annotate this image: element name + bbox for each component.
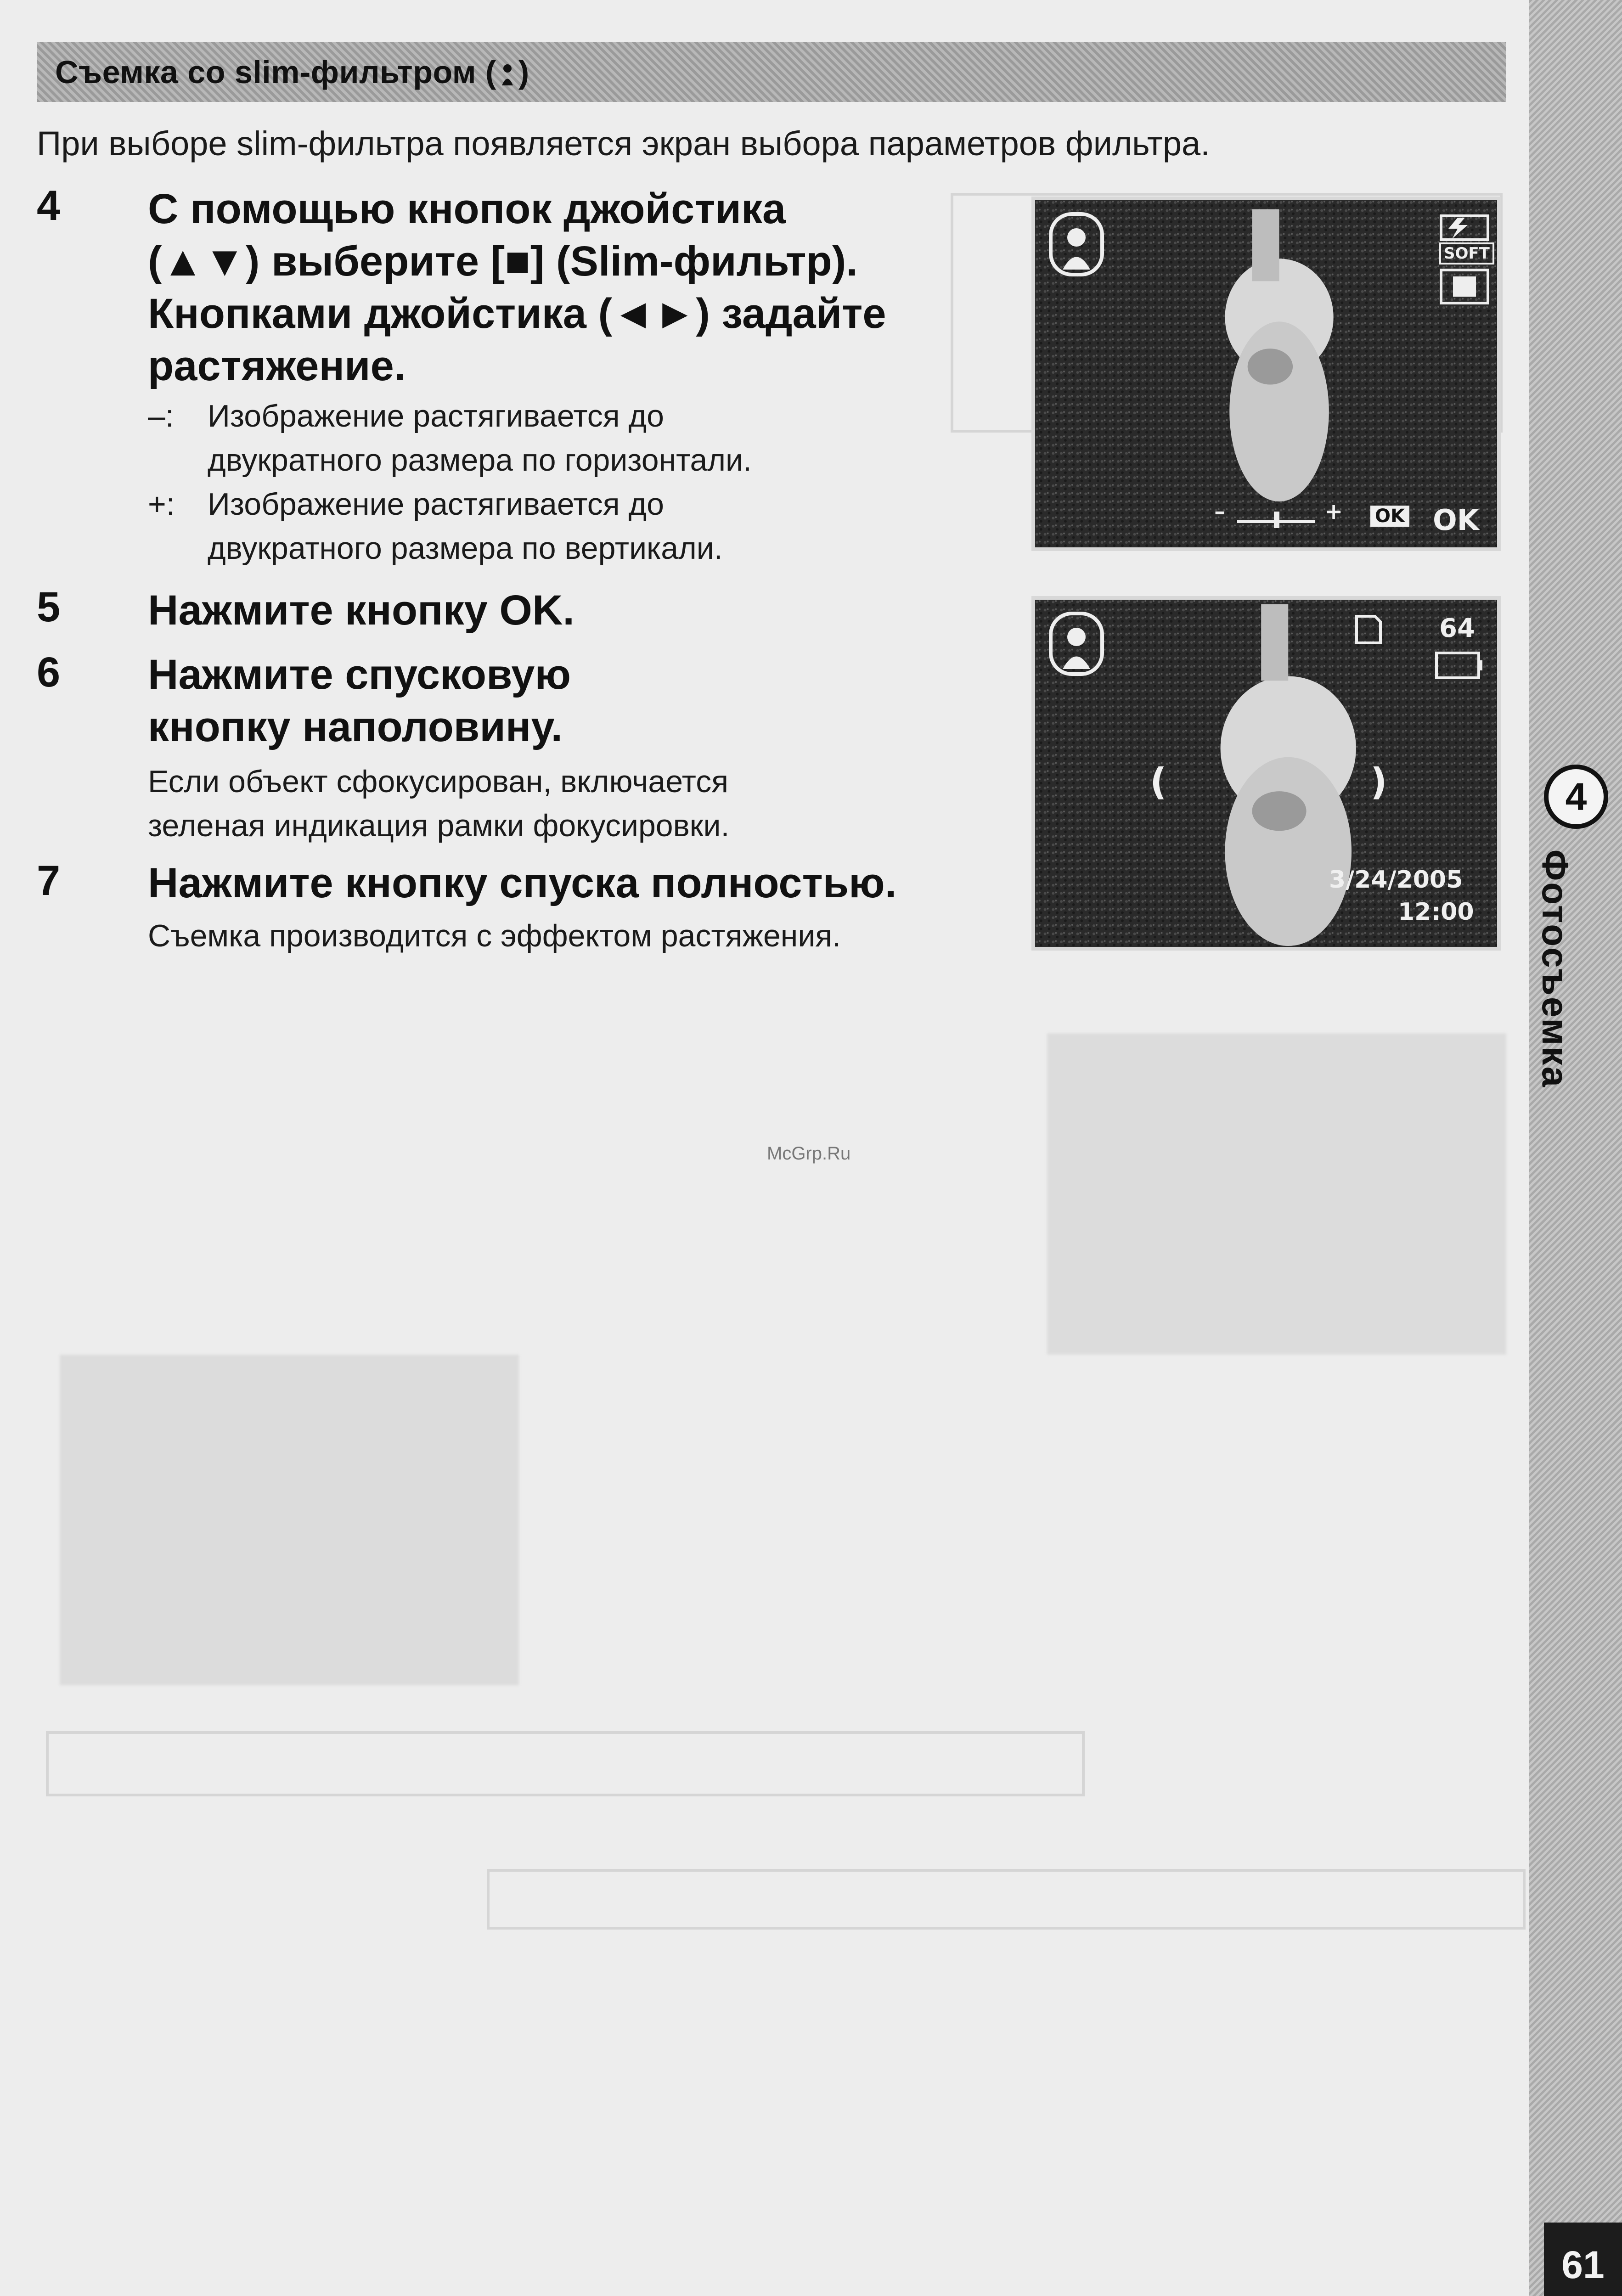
step-title-line: Кнопками джойстика (◄►) задайте [148,290,886,337]
battery-icon [1434,649,1484,681]
slider-minus-label: – [1214,499,1225,524]
step-title-line: (▲▼) выберите [■] (Slim-фильтр). [148,238,858,285]
section-title: Съемка со slim-фильтром ( ) [55,54,529,90]
date-label: 3/24/2005 [1329,866,1463,894]
slim-filter-icon [498,60,517,88]
watermark: McGrp.Ru [767,1143,851,1164]
option-line: двукратного размера по горизонтали. [208,443,752,478]
intro-text: При выборе slim-фильтра появляется экран выбора параметров фильтра. [37,124,1210,163]
page-number: 61 [1544,2223,1622,2296]
option-line: Изображение растягивается до [208,487,664,522]
memory-card-icon [1352,613,1384,646]
option-line: двукратного размера по вертикали. [208,531,723,566]
option-plus [148,482,752,570]
shots-remaining: 64 [1439,613,1475,643]
step-title-line: С помощью кнопок джойстика [148,186,786,232]
step-body [148,914,841,958]
step-title-line: растяжение. [148,343,406,389]
step-title [148,584,574,636]
step-number: 6 [37,649,61,696]
step-number: 5 [37,584,61,630]
step-title [148,648,571,753]
dog-photo [1035,600,1497,947]
step-body-line: Съемка производится с эффектом растяжения. [148,918,841,953]
camera-screen-slim-setup [1031,197,1501,551]
ghost-image [1047,1033,1506,1355]
step-options [148,394,752,570]
ok-label: OK [1433,503,1479,537]
step-title-line: Нажмите кнопку OK. [148,587,574,634]
step-title-line: Нажмите кнопку спуска полностью. [148,860,897,906]
step-title [148,857,896,909]
soft-label: SOFT [1439,242,1494,264]
ok-key-icon: OK [1370,506,1409,527]
option-key: +: [148,487,175,522]
dog-photo [1035,200,1497,547]
chapter-number: 4 [1544,765,1608,829]
focus-frame-left: ( [1150,760,1167,803]
step-body-line: Если объект сфокусирован, включается [148,764,729,799]
stretch-slider-icon [1219,503,1334,531]
step-number: 4 [37,182,61,229]
slider-plus-label: + [1324,499,1343,524]
side-tab-strip [1529,0,1622,2296]
time-label: 12:00 [1398,898,1474,926]
chapter-label: Фотосъемка [1535,850,1576,1088]
ghost-frame [487,1869,1526,1930]
step-number: 7 [37,857,61,904]
step-body [148,760,729,848]
step-body-line: зеленая индикация рамки фокусировки. [148,808,730,843]
step-title-line: кнопку наполовину. [148,703,563,750]
option-text [208,482,723,570]
camera-screen-capture [1031,596,1501,951]
slim-filter-mode-icon [1049,612,1104,676]
ghost-frame [46,1731,1085,1796]
step-title-line: Нажмите спусковую [148,651,571,698]
slim-filter-mode-icon [1049,212,1104,276]
option-line: Изображение растягивается до [208,399,664,433]
focus-frame-right: ) [1370,760,1387,803]
option-text [208,394,752,482]
option-minus [148,394,752,482]
step-title [148,183,886,392]
section-header [37,42,1506,102]
option-key: –: [148,399,174,433]
flash-off-icon [1439,214,1490,242]
ghost-image [60,1355,519,1685]
slim-filter-icon [1439,268,1490,305]
